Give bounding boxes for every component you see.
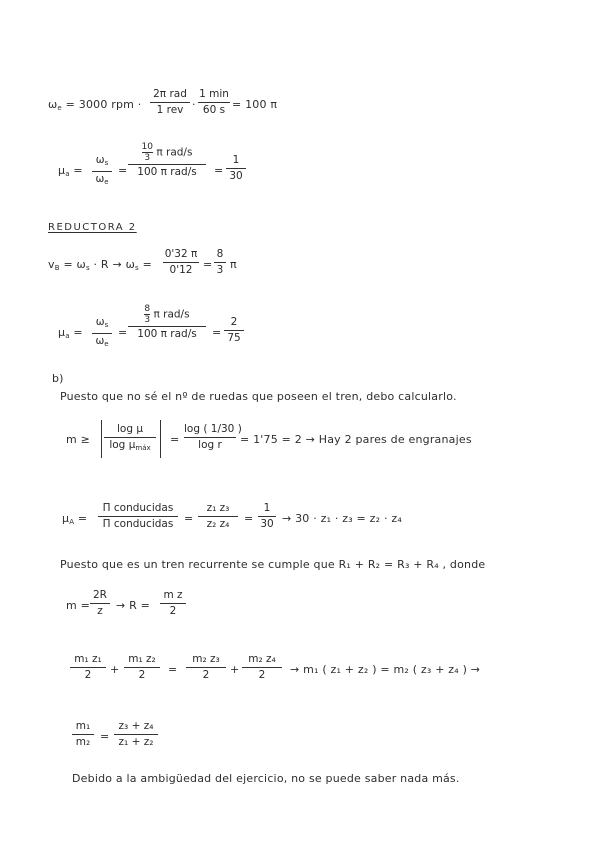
- radius-4-fraction: m₂ z₄ 2: [242, 653, 282, 682]
- mu-a-result-fraction-2: 2 75: [224, 316, 244, 345]
- radius-fraction: m z 2: [160, 589, 186, 618]
- section-heading: REDUCTORA 2: [48, 222, 137, 233]
- ws-over-we-fraction-2: $\omega_s$ $\omega_e$: [92, 316, 112, 351]
- log-ratio-fraction: log μ $\log \mu_{máx}$: [104, 423, 156, 455]
- omega-symbol: ω: [48, 98, 58, 111]
- mu-A-label: $\mu_A$ =: [62, 512, 88, 526]
- vb-equation: $v_B = \omega_s \cdot R \to \omega_s$ =: [48, 258, 152, 272]
- omega-e-definition: [48, 98, 141, 112]
- radius-1-fraction: m₁ z₁ 2: [70, 653, 106, 682]
- omega-e-result: = 100 π: [232, 98, 278, 111]
- conclusion-text: Debido a la ambigüedad del ejercicio, no se puede saber nada más.: [72, 772, 460, 785]
- gear-product-fraction: Π conducidas Π conducidas: [98, 502, 178, 531]
- speed-ratio-fraction: $\frac{10}{3}$ π rad/s 100 π rad/s: [128, 142, 206, 179]
- log-values-fraction: log ( 1/30 ) log r: [184, 423, 242, 451]
- ws-over-we-fraction: $\omega_s$ $\omega_e$: [92, 154, 112, 189]
- radius-3-fraction: m₂ z₃ 2: [186, 653, 226, 682]
- mu-a-label-2: $\mu_a$ =: [58, 326, 83, 340]
- omega-subscript: e: [57, 104, 62, 112]
- rpm-value: = 3000 rpm ·: [65, 98, 142, 111]
- recurrent-train-text: Puesto que es un tren recurrente se cumple que R₁ + R₂ = R₃ + R₄ , donde: [60, 558, 486, 571]
- part-b-label: b): [52, 372, 64, 385]
- module-relation-result: → m₁ ( z₁ + z₂ ) = m₂ ( z₃ + z₄ ) →: [290, 663, 481, 676]
- teeth-relation-result: → 30 · z₁ · z₃ = z₂ · z₄: [282, 512, 402, 525]
- multiply-dot: ·: [192, 98, 196, 111]
- module-ratio-fraction: m₁ m₂: [72, 720, 94, 749]
- notebook-page: $\omega_e = 3000$ rpm · 2π rad 1 rev · 1 min 60 s = 100 π $\mu_a$ = $\omega_s$ $\omega_e$ = $\frac{10}{3}$ π rad/s 100 π rad/s = 1 30 REDUCTORA 2 $v_B = \omega_s \cdot R \to \omega_s$ = 0'32 π 0'12 = 8 3 π $\mu_a$ = $\omega_s$ $\omega_e$ = $\frac{8}{3}$ π rad/s 100 π rad/s = 2 75 b) Puesto que no sé el nº de ruedas que poseen el tren, debo calcularlo. m ≥ log μ $\log \mu_{máx}$ = log ( 1/30 ) log r = 1'75 = 2 → Hay 2 pares de engranajes $\mu_A$ = Π conducidas Π conducidas = z₁ z₃ z₂ z₄ = 1 30 → 30 · z₁ · z₃ = z₂ · z₄ Puesto que es un tren recurrente se cumple que R₁ + R₂ = R₃ + R₄ , donde m = 2R z → R = m z 2 m₁ z₁ 2 + m₁ z₂ 2 = m₂ z₃ 2 + m₂ z₄ 2 → m₁ ( z₁ + z₂ ) = m₂ ( z₃ + z₄ ) → m₁ m₂ = z₃ + z₄ z₁ + z₂ Debido a la ambigüedad del ejercicio, no se puede saber nada más.: [48, 88, 486, 785]
- eight-thirds-fraction: 8 3: [214, 248, 226, 277]
- wheel-count-intro: Puesto que no sé el nº de ruedas que poseen el tren, debo calcularlo.: [60, 390, 457, 403]
- m-inequality-label: m ≥: [66, 433, 91, 446]
- pairs-of-gears-result: = 1'75 = 2 → Hay 2 pares de engranajes: [240, 433, 472, 446]
- module-definition-fraction: 2R z: [90, 589, 110, 618]
- radius-2-fraction: m₁ z₂ 2: [124, 653, 160, 682]
- rad-per-rev-fraction: 2π rad 1 rev: [150, 88, 190, 117]
- teeth-ratio-fraction: z₁ z₃ z₂ z₄: [198, 502, 238, 531]
- speed-ratio-fraction-2: $\frac{8}{3}$ π rad/s 100 π rad/s: [128, 304, 206, 341]
- teeth-sum-fraction: z₃ + z₄ z₁ + z₂: [114, 720, 158, 749]
- min-per-s-fraction: 1 min 60 s: [199, 88, 229, 116]
- mu-a-label: $\mu_a$ =: [58, 164, 83, 178]
- vb-over-r-fraction: 0'32 π 0'12: [164, 248, 198, 276]
- one-thirtieth-fraction: 1 30: [258, 502, 276, 531]
- mu-a-result-fraction: 1 30: [226, 154, 246, 183]
